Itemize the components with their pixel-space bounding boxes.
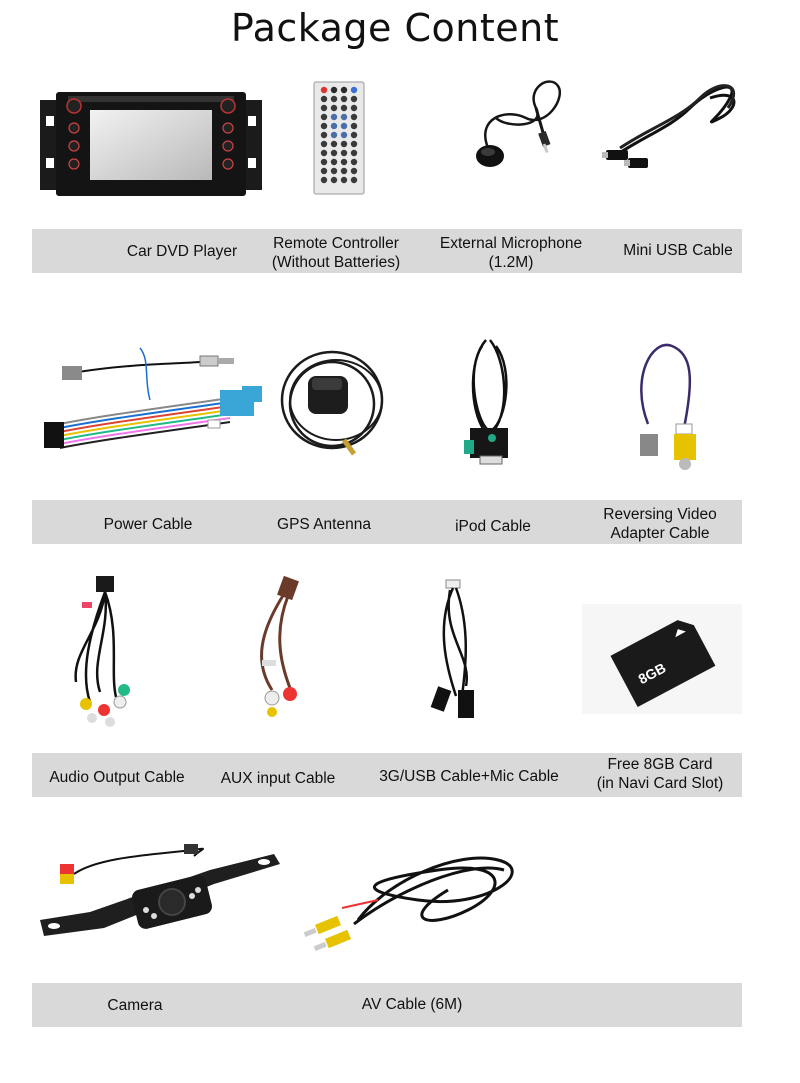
label-line: Camera	[107, 997, 163, 1014]
label-line: iPod Cable	[455, 518, 531, 535]
label-line: Mini USB Cable	[623, 242, 733, 259]
audio-output-cable-image	[60, 572, 144, 740]
item-label-gps-antenna	[244, 515, 404, 534]
label-line: Free 8GB Card	[607, 756, 713, 773]
item-label-ipod-cable	[418, 517, 568, 536]
label-line: (in Navi Card Slot)	[596, 775, 724, 792]
label-line: Audio Output Cable	[49, 769, 185, 786]
item-label-camera	[70, 996, 200, 1015]
item-label-3g-usb-mic-cable	[364, 767, 574, 786]
page-title: Package Content	[230, 6, 560, 50]
label-line: 3G/USB Cable+Mic Cable	[379, 768, 559, 785]
car-dvd-player-image	[38, 88, 264, 206]
label-line: Power Cable	[103, 516, 193, 533]
label-line: (1.2M)	[488, 254, 534, 271]
gps-antenna-image	[276, 344, 388, 466]
label-line: External Microphone	[439, 235, 583, 252]
label-line: AUX input Cable	[220, 770, 336, 787]
item-label-av-cable	[340, 995, 484, 1014]
item-label-mini-usb-cable	[608, 241, 748, 260]
mini-usb-cable-image	[600, 68, 750, 180]
label-line: Remote Controller	[273, 235, 399, 252]
sd-card-capacity-text: 8GB	[635, 659, 669, 688]
aux-input-cable-image	[244, 572, 318, 732]
item-label-external-microphone	[424, 234, 598, 272]
label-line: GPS Antenna	[277, 516, 371, 533]
remote-controller-image	[312, 80, 368, 198]
item-label-remote-controller	[250, 234, 422, 272]
label-line: Reversing Video	[603, 506, 717, 523]
3g-usb-mic-cable-image	[426, 576, 506, 724]
label-line: Adapter Cable	[610, 525, 710, 542]
label-line: (Without Batteries)	[271, 254, 401, 271]
label-line: AV Cable (6M)	[361, 996, 463, 1013]
camera-image	[34, 836, 284, 946]
item-label-power-cable	[62, 515, 234, 534]
power-cable-image	[40, 340, 270, 458]
reversing-video-adapter-image	[632, 338, 710, 478]
item-label-aux-input-cable	[206, 769, 350, 788]
ipod-cable-image	[456, 330, 526, 470]
item-label-audio-output-cable	[36, 768, 198, 787]
item-label-free-8gb-card	[582, 755, 738, 793]
sd-card-image	[582, 604, 742, 714]
label-line: Car DVD Player	[126, 243, 238, 260]
item-label-reversing-video-adapter	[582, 505, 738, 543]
av-cable-image	[298, 840, 514, 952]
external-microphone-image	[466, 78, 576, 178]
